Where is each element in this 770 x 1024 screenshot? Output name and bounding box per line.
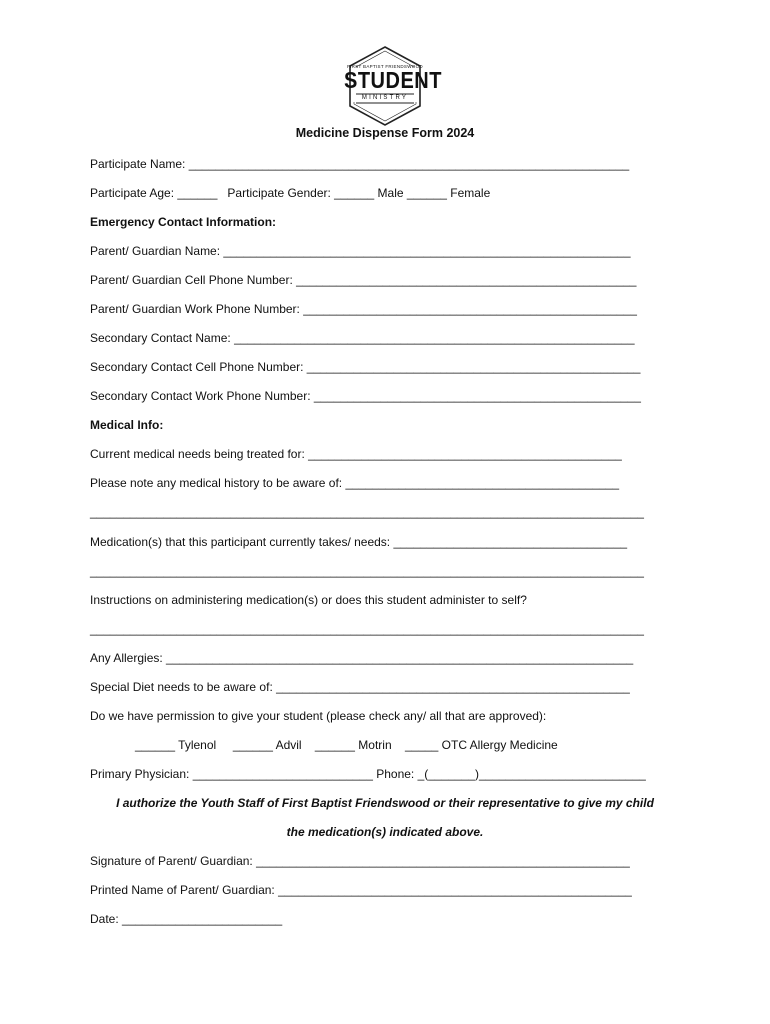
authorization-statement-line-1: I authorize the Youth Staff of First Baptist Friendswood or their representative to give my child: [116, 796, 654, 810]
secondary-contact-work-field[interactable]: Secondary Contact Work Phone Number: _________________________________________________: [90, 389, 641, 403]
special-diet-field[interactable]: Special Diet needs to be aware of: _____________________________________________________: [90, 680, 630, 694]
medications-field[interactable]: Medication(s) that this participant currently takes/ needs: ___________________________________: [90, 535, 628, 549]
allergies-field[interactable]: Any Allergies: ______________________________________________________________________: [90, 651, 634, 665]
medical-history-blank-line[interactable]: ___________________________________________________________________________________: [90, 505, 644, 519]
guardian-cell-field[interactable]: Parent/ Guardian Cell Phone Number: ___________________________________________________: [90, 273, 637, 287]
medications-blank-line[interactable]: ___________________________________________________________________________________: [90, 564, 644, 578]
guardian-work-field[interactable]: Parent/ Guardian Work Phone Number: __________________________________________________: [90, 302, 637, 316]
current-medical-needs-field[interactable]: Current medical needs being treated for: _______________________________________________: [90, 447, 622, 461]
form-title: Medicine Dispense Form 2024: [295, 126, 475, 140]
logo-bottom-text: MINISTRY: [361, 95, 409, 101]
medication-options-checklist[interactable]: ______ Tylenol ______ Advil ______ Motrin _____ OTC Allergy Medicine: [135, 738, 558, 752]
logo-main-text: STUDENT: [344, 68, 442, 94]
medical-history-field[interactable]: Please note any medical history to be aware of: _________________________________________: [90, 476, 620, 490]
participant-name-field[interactable]: Participate Name: __________________________________________________________________: [90, 157, 630, 171]
authorization-statement-line-2: the medication(s) indicated above.: [286, 825, 484, 839]
permission-question: Do we have permission to give your student (please check any/ all that are approved):: [90, 709, 547, 723]
primary-physician-field[interactable]: Primary Physician: ___________________________ Phone: _(_______)_________________________: [90, 767, 646, 781]
participant-age-gender-field[interactable]: Participate Age: ______ Participate Gender: ______ Male ______ Female: [90, 186, 491, 200]
secondary-contact-name-field[interactable]: Secondary Contact Name: ____________________________________________________________: [90, 331, 635, 345]
guardian-printed-name-field[interactable]: Printed Name of Parent/ Guardian: _____________________________________________________: [90, 883, 632, 897]
guardian-name-field[interactable]: Parent/ Guardian Name: _____________________________________________________________: [90, 244, 631, 258]
emergency-contact-heading: Emergency Contact Information:: [90, 215, 277, 229]
instructions-blank-line[interactable]: ___________________________________________________________________________________: [90, 622, 644, 636]
secondary-contact-cell-field[interactable]: Secondary Contact Cell Phone Number: __________________________________________________: [90, 360, 641, 374]
instructions-question: Instructions on administering medication(s) or does this student administer to self?: [90, 593, 527, 607]
logo-top-text: FIRST BAPTIST FRIENDSWOOD: [347, 64, 423, 69]
guardian-signature-field[interactable]: Signature of Parent/ Guardian: ________________________________________________________: [90, 854, 630, 868]
student-ministry-logo: [344, 45, 442, 127]
date-field[interactable]: Date: ________________________: [90, 912, 283, 926]
medical-info-heading: Medical Info:: [90, 418, 164, 432]
